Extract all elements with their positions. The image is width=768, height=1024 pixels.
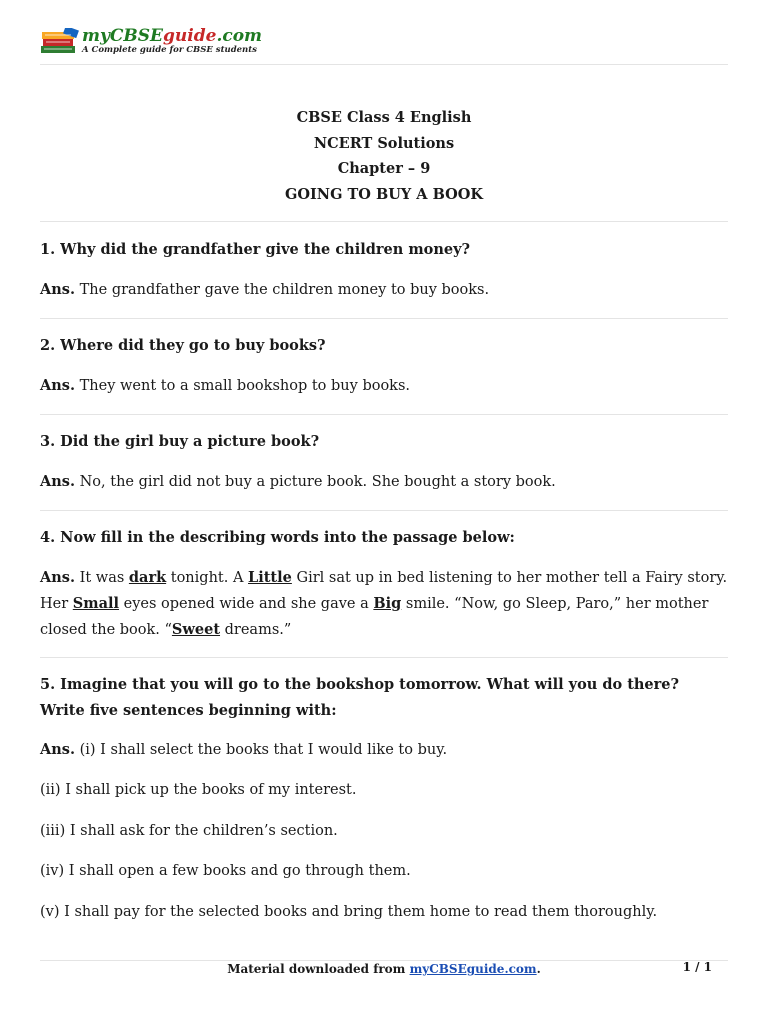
fill-word-4: Big xyxy=(373,595,402,612)
section-divider xyxy=(40,510,728,511)
title-line-class: CBSE Class 4 English xyxy=(296,109,472,126)
answer-1: Ans. The grandfather gave the children money to buy books. xyxy=(40,281,490,298)
ans-label: Ans. xyxy=(40,377,76,394)
answer-5-item-3: (iii) I shall ask for the children’s section. xyxy=(40,823,338,839)
logo-title: myCBSEguide.com xyxy=(82,26,263,46)
fill-word-2: Little xyxy=(248,569,292,586)
page-number: 1 / 1 xyxy=(682,960,712,974)
logo-tagline: A Complete guide for CBSE students xyxy=(82,45,257,55)
fill-word-1: dark xyxy=(128,569,167,586)
ans-label: Ans. xyxy=(40,569,76,586)
books-icon xyxy=(40,28,82,56)
footer-note: Material downloaded from myCBSEguide.com. xyxy=(227,962,541,976)
answer-3: Ans. No, the girl did not buy a picture book. She bought a story book. xyxy=(40,473,556,490)
section-divider xyxy=(40,657,728,658)
answer-4: Ans. It was dark tonight. A Little Girl sat up in bed listening to her mother tell a Fairy story. Her Small eyes opened wide and she gave a Big smile. “Now, go Sleep, Paro,” her mother closed the book. “Sweet dreams.” xyxy=(40,569,728,638)
header-divider xyxy=(40,64,728,65)
fill-word-3: Small xyxy=(72,595,120,612)
section-divider xyxy=(40,414,728,415)
answer-5-item-4: (iv) I shall open a few books and go through them. xyxy=(40,863,411,879)
site-logo[interactable] xyxy=(40,26,263,58)
footer-divider xyxy=(40,960,728,961)
title-line-chapter-name: GOING TO BUY A BOOK xyxy=(285,185,483,203)
question-1: 1. Why did the grandfather give the children money? xyxy=(40,241,471,258)
question-4: 4. Now fill in the describing words into the passage below: xyxy=(40,529,515,546)
fill-word-5: Sweet xyxy=(171,621,221,638)
ans-label: Ans. xyxy=(40,281,76,298)
title-line-chapter: Chapter – 9 xyxy=(337,160,431,177)
answer-5-item-2: (ii) I shall pick up the books of my interest. xyxy=(40,782,357,798)
question-3: 3. Did the girl buy a picture book? xyxy=(40,433,320,450)
footer-link[interactable]: myCBSEguide.com xyxy=(409,962,537,976)
answer-2: Ans. They went to a small bookshop to buy books. xyxy=(40,377,411,394)
ans-label: Ans. xyxy=(40,741,76,758)
question-5: 5. Imagine that you will go to the bookshop tomorrow. What will you do there? Write five sentences beginning with: xyxy=(40,676,680,719)
section-divider xyxy=(40,221,728,222)
answer-5-item-5: (v) I shall pay for the selected books and bring them home to read them thoroughly. xyxy=(40,904,658,920)
answer-5-item-1: Ans. (i) I shall select the books that I would like to buy. xyxy=(40,741,448,758)
document-title xyxy=(0,108,768,210)
question-2: 2. Where did they go to buy books? xyxy=(40,337,326,354)
ans-label: Ans. xyxy=(40,473,76,490)
title-line-solutions: NCERT Solutions xyxy=(313,134,455,152)
section-divider xyxy=(40,318,728,319)
